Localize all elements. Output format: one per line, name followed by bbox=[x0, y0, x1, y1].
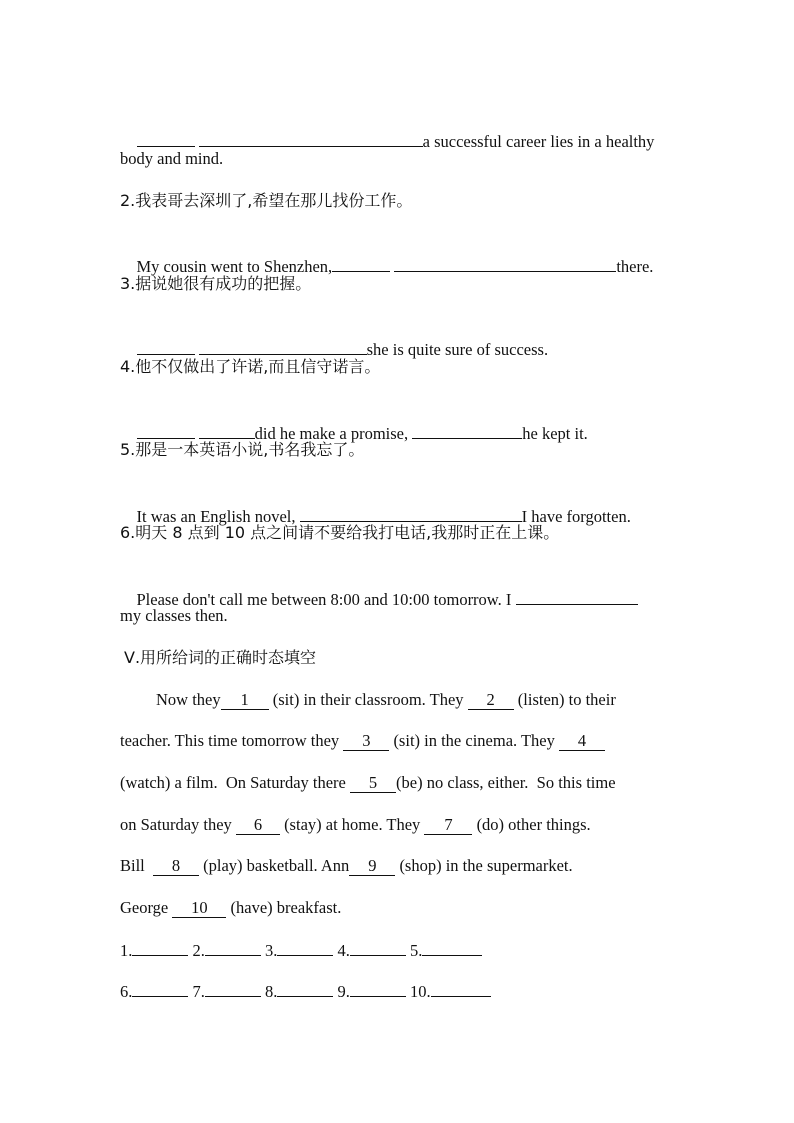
numbered-blank[interactable]: 3 bbox=[343, 732, 389, 751]
passage-text: (have) breakfast. bbox=[230, 898, 342, 917]
answer-blank[interactable] bbox=[199, 129, 423, 147]
sentence-text: It was an English novel, bbox=[136, 507, 296, 526]
sentence-text: he kept it. bbox=[522, 424, 588, 443]
passage-line-5 bbox=[120, 854, 680, 878]
answer-blank[interactable] bbox=[350, 938, 406, 956]
passage-text: (listen) to their bbox=[517, 690, 616, 709]
sentence-text: there. bbox=[616, 257, 654, 276]
answer-row-2 bbox=[120, 979, 680, 1003]
question-5-english bbox=[120, 480, 680, 526]
answer-blank[interactable] bbox=[350, 979, 406, 997]
answer-blank[interactable] bbox=[516, 587, 638, 605]
answer-number: 8. bbox=[265, 982, 278, 1001]
answer-blank[interactable] bbox=[300, 504, 522, 522]
numbered-blank[interactable]: 5 bbox=[350, 774, 396, 793]
section-title: Ⅴ.用所给词的正确时态填空 bbox=[124, 648, 317, 667]
answer-number: 6. bbox=[120, 982, 133, 1001]
answer-blank[interactable] bbox=[199, 337, 367, 355]
question-3-english bbox=[120, 313, 680, 359]
question-3-chinese: 3.据说她很有成功的把握。 bbox=[120, 274, 312, 293]
answer-blank[interactable] bbox=[205, 938, 261, 956]
passage-text: (stay) at home. They bbox=[284, 815, 421, 834]
answer-row-1 bbox=[120, 938, 680, 962]
answer-number: 2. bbox=[192, 941, 205, 960]
question-4-chinese: 4.他不仅做出了许诺,而且信守诺言。 bbox=[120, 357, 381, 376]
passage-line-1 bbox=[156, 688, 716, 712]
sentence-text: she is quite sure of success. bbox=[366, 340, 549, 359]
sentence-text: did he make a promise, bbox=[254, 424, 409, 443]
passage-text: (shop) in the supermarket. bbox=[399, 856, 573, 875]
answer-blank[interactable] bbox=[394, 254, 616, 272]
sentence-text: I have forgotten. bbox=[521, 507, 631, 526]
passage-text: (be) no class, either. So this time bbox=[396, 773, 616, 792]
numbered-blank[interactable]: 1 bbox=[221, 691, 269, 710]
question-5-chinese: 5.那是一本英语小说,书名我忘了。 bbox=[120, 440, 365, 459]
passage-text: (play) basketball. Ann bbox=[203, 856, 350, 875]
sentence-text: a successful career lies in a healthy bbox=[422, 132, 655, 151]
passage-line-2 bbox=[120, 729, 680, 753]
passage-text: (watch) a film. On Saturday there bbox=[120, 773, 346, 792]
passage-text: teacher. This time tomorrow they bbox=[120, 731, 340, 750]
question-6-chinese: 6.明天 8 点到 10 点之间请不要给我打电话,我那时正在上课。 bbox=[120, 523, 560, 542]
answer-number: 10. bbox=[410, 982, 431, 1001]
numbered-blank[interactable]: 6 bbox=[236, 816, 280, 835]
passage-text: George bbox=[120, 898, 169, 917]
answer-number: 4. bbox=[337, 941, 350, 960]
answer-blank[interactable] bbox=[412, 421, 522, 439]
answer-number: 3. bbox=[265, 941, 278, 960]
answer-number: 5. bbox=[410, 941, 423, 960]
passage-text: (sit) in the cinema. They bbox=[393, 731, 555, 750]
answer-blank[interactable] bbox=[332, 254, 390, 272]
passage-text: (do) other things. bbox=[476, 815, 591, 834]
sentence-text: Please don't call me between 8:00 and 10:00 tomorrow. I bbox=[136, 590, 512, 609]
answer-blank[interactable] bbox=[205, 979, 261, 997]
question-2-chinese: 2.我表哥去深圳了,希望在那儿找份工作。 bbox=[120, 191, 413, 210]
passage-line-4 bbox=[120, 813, 680, 837]
question-6-english-line-1 bbox=[120, 563, 680, 609]
numbered-blank[interactable]: 7 bbox=[424, 816, 472, 835]
answer-blank[interactable] bbox=[422, 938, 482, 956]
sentence-1-line-1 bbox=[120, 105, 680, 151]
passage-text: Now they bbox=[156, 690, 221, 709]
answer-number: 7. bbox=[192, 982, 205, 1001]
sentence-1-line-2: body and mind. bbox=[120, 149, 224, 168]
answer-blank[interactable] bbox=[199, 421, 255, 439]
numbered-blank[interactable]: 4 bbox=[559, 732, 605, 751]
numbered-blank[interactable]: 8 bbox=[153, 857, 199, 876]
answer-blank[interactable] bbox=[277, 979, 333, 997]
numbered-blank[interactable]: 2 bbox=[468, 691, 514, 710]
question-2-english bbox=[120, 230, 680, 276]
passage-text: Bill bbox=[120, 856, 145, 875]
question-4-english bbox=[120, 397, 680, 443]
answer-blank[interactable] bbox=[137, 421, 195, 439]
answer-number: 9. bbox=[337, 982, 350, 1001]
answer-blank[interactable] bbox=[137, 129, 195, 147]
answer-blank[interactable] bbox=[132, 938, 188, 956]
passage-line-3 bbox=[120, 771, 680, 795]
answer-blank[interactable] bbox=[137, 337, 195, 355]
passage-line-6 bbox=[120, 896, 680, 920]
passage-text: (sit) in their classroom. They bbox=[272, 690, 464, 709]
answer-blank[interactable] bbox=[132, 979, 188, 997]
question-6-english-line-2: my classes then. bbox=[120, 606, 228, 625]
answer-number: 1. bbox=[120, 941, 133, 960]
answer-blank[interactable] bbox=[277, 938, 333, 956]
numbered-blank[interactable]: 9 bbox=[349, 857, 395, 876]
sentence-text: My cousin went to Shenzhen, bbox=[136, 257, 333, 276]
passage-text: on Saturday they bbox=[120, 815, 232, 834]
numbered-blank[interactable]: 10 bbox=[172, 899, 226, 918]
answer-blank[interactable] bbox=[431, 979, 491, 997]
